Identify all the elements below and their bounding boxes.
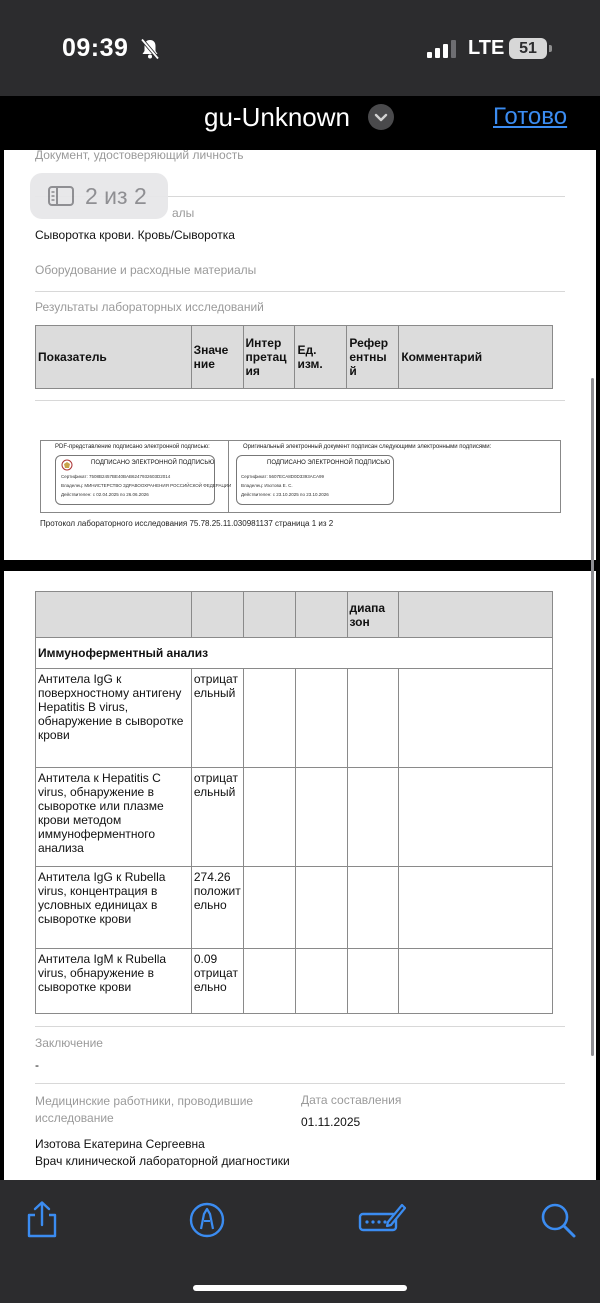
biomaterial-label: алы [172, 206, 195, 220]
signature-owner: Владелец: Изотова Е. С. [241, 483, 293, 488]
done-button[interactable]: Готово [493, 103, 568, 130]
value-cell: 0.09 отрицат ельно [191, 949, 243, 1014]
chevron-down-icon [368, 104, 394, 130]
sidebar-icon [48, 186, 74, 206]
document-title[interactable]: gu-Unknown [204, 102, 350, 132]
equipment-label: Оборудование и расходные материалы [35, 263, 257, 277]
col-interpretation: Интер претац ия [243, 326, 295, 389]
value-cell: 274.26 положит ельно [191, 867, 243, 949]
indicator-cell: Антитела к Hepatitis C virus, обнаружение в сыворотке или плазме крови методом иммуноферментного анализа [36, 768, 192, 867]
signature-valid: Действителен: с 02.04.2025 по 26.06.2026 [61, 492, 149, 497]
staff-name: Изотова Екатерина Сергеевна [35, 1137, 205, 1151]
col-indicator [36, 592, 192, 638]
divider [35, 1026, 565, 1027]
staff-label: Медицинские работники, проводившие исследование [35, 1094, 254, 1125]
staff-position: Врач клинической лабораторной диагностики [35, 1154, 290, 1168]
signature-caption-right: Оригинальный электронный документ подписан следующими электронными подписями: [243, 444, 492, 450]
value-cell: отрицат ельный [191, 669, 243, 768]
scrollbar[interactable] [591, 378, 594, 1056]
signature-card-title: ПОДПИСАНО ЭЛЕКТРОННОЙ ПОДПИСЬЮ [91, 460, 215, 466]
table-row [36, 669, 553, 768]
col-comment [399, 592, 553, 638]
col-indicator: Показатель [36, 326, 192, 389]
page-indicator-text: 2 из 2 [85, 183, 147, 209]
col-value [191, 592, 243, 638]
col-reference: диапа зон [347, 592, 399, 638]
col-interpretation [243, 592, 295, 638]
pdf-page-2 [4, 571, 596, 1180]
status-time: 09:39 [62, 34, 129, 62]
divider [35, 400, 565, 401]
share-icon[interactable] [22, 1200, 62, 1240]
section-title: Иммуноферментный анализ [36, 638, 553, 669]
results-table-header [35, 325, 553, 389]
signature-block [40, 440, 561, 513]
signature-card-title: ПОДПИСАНО ЭЛЕКТРОННОЙ ПОДПИСЬЮ [267, 460, 391, 466]
col-unit: Ед. изм. [295, 326, 347, 389]
page-indicator[interactable] [30, 173, 168, 219]
table-row [36, 768, 553, 867]
markup-pen-icon[interactable] [187, 1200, 227, 1240]
indicator-cell: Антитела IgM к Rubella virus, обнаружение в сыворотке крови [36, 949, 192, 1014]
signature-cert: Сертификат: 5607ECA8D0D3393ACA99 [241, 474, 325, 479]
title-menu-button[interactable] [368, 104, 394, 130]
signature-card-right [236, 455, 394, 505]
search-icon[interactable] [538, 1200, 578, 1240]
network-label: LTE [468, 37, 505, 59]
conclusion-label: Заключение [35, 1036, 103, 1050]
date-label: Дата составления [301, 1093, 402, 1107]
signature-valid: Действителен: с 23.10.2025 по 23.10.2026 [241, 492, 329, 497]
value-cell: отрицат ельный [191, 768, 243, 867]
col-unit [295, 592, 347, 638]
bell-slash-icon [140, 38, 160, 60]
table-row [36, 949, 553, 1014]
signature-card-left [55, 455, 232, 505]
results-label: Результаты лабораторных исследований [35, 300, 264, 314]
section-row [36, 638, 553, 669]
pdf-page-1 [4, 150, 596, 560]
date-value: 01.11.2025 [301, 1115, 361, 1129]
emblem-icon [61, 459, 73, 471]
col-reference: Рефер ентны й [347, 326, 399, 389]
col-value: Значе ние [191, 326, 243, 389]
results-table [35, 591, 553, 1014]
divider [35, 1083, 565, 1084]
signature-owner: Владелец: МИНИСТЕРСТВО ЗДРАВООХРАНЕНИЯ РОССИЙСКОЙ ФЕДЕРАЦИИ [61, 483, 232, 488]
home-indicator[interactable] [193, 1285, 407, 1291]
indicator-cell: Антитела IgG к Rubella virus, концентрация в условных единицах в сыворотке крови [36, 867, 192, 949]
bottom-toolbar [0, 1180, 600, 1303]
battery-cap [549, 45, 552, 52]
signature-caption-left: PDF-представление подписано электронной подписью: [55, 444, 210, 450]
protocol-footer: Протокол лабораторного исследования 75.78.25.11.030981137 страница 1 из 2 [40, 519, 334, 528]
table-row [36, 867, 553, 949]
id-document-label: Документ, удостоверяющий личность [35, 150, 244, 162]
signature-cert: Сертификат: 7508B2457BE40BAB6247932603D2014 [61, 474, 171, 479]
battery-icon: 51 [509, 38, 547, 59]
status-bar [0, 0, 600, 132]
col-comment: Комментарий [399, 326, 553, 389]
fill-sign-icon[interactable] [358, 1200, 406, 1240]
indicator-cell: Антитела IgG к поверхностному антигену Hepatitis B virus, обнаружение в сыворотке крови [36, 669, 192, 768]
biomaterial-value: Сыворотка крови. Кровь/Сыворотка [35, 228, 235, 242]
signature-left [41, 441, 232, 512]
divider [35, 291, 565, 292]
conclusion-value: - [35, 1058, 39, 1072]
signal-icon [427, 40, 457, 58]
